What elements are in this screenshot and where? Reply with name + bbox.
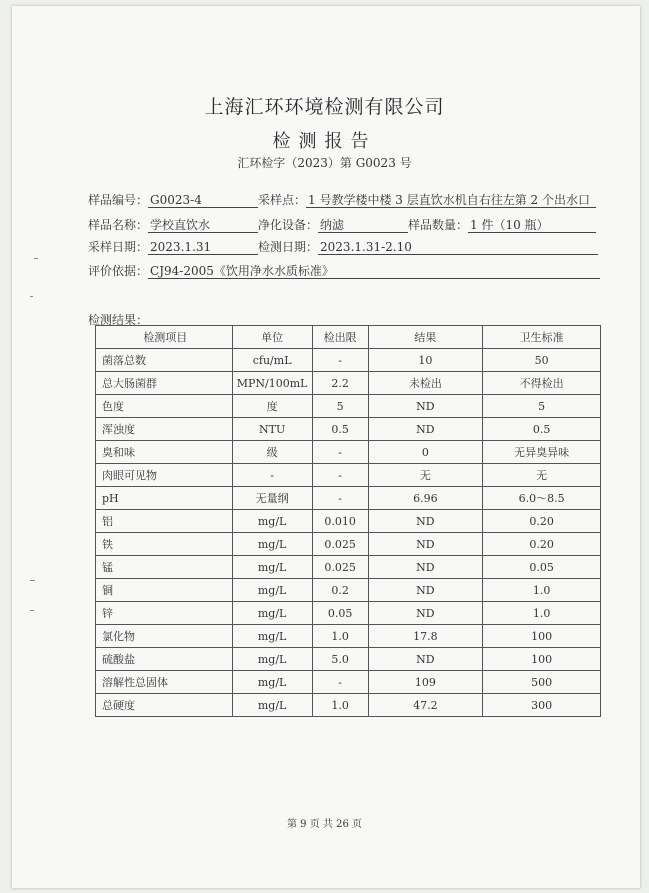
cell-result: 未检出	[368, 372, 483, 395]
table-row	[96, 510, 601, 533]
table-row	[96, 556, 601, 579]
cell-standard: 6.0～8.5	[483, 487, 601, 510]
cell-limit: 1.0	[312, 694, 368, 717]
cell-result: ND	[368, 533, 483, 556]
cell-standard: 0.05	[483, 556, 601, 579]
cell-item: 菌落总数	[96, 349, 233, 372]
cell-standard: 50	[483, 349, 601, 372]
sample-info-line-2	[88, 217, 596, 233]
cell-standard: 0.20	[483, 510, 601, 533]
results-header-row	[96, 326, 601, 349]
cell-result: 无	[368, 464, 483, 487]
cell-result: 47.2	[368, 694, 483, 717]
cell-result: 0	[368, 441, 483, 464]
report-number: 汇环检字（2023）第 G0023 号	[237, 156, 412, 170]
sample-info-line-4	[88, 263, 600, 279]
test-date-value: 2023.1.31-2.10	[318, 239, 598, 255]
cell-item: 总大肠菌群	[96, 372, 233, 395]
cell-item: 锌	[96, 602, 233, 625]
cell-item: 铝	[96, 510, 233, 533]
cell-item: 铜	[96, 579, 233, 602]
table-row	[96, 533, 601, 556]
cell-result: 17.8	[368, 625, 483, 648]
sample-no-value: G0023-4	[148, 192, 258, 208]
cell-item: 溶解性总固体	[96, 671, 233, 694]
cell-unit: mg/L	[232, 533, 312, 556]
table-row	[96, 579, 601, 602]
cell-limit: -	[312, 349, 368, 372]
cell-unit: mg/L	[232, 579, 312, 602]
scan-speck	[30, 580, 35, 581]
sample-info-line-3	[88, 239, 598, 255]
cell-result: 6.96	[368, 487, 483, 510]
sample-name-label: 样品名称：	[88, 218, 149, 232]
header-result: 结果	[368, 326, 483, 349]
cell-standard: 500	[483, 671, 601, 694]
cell-limit: 2.2	[312, 372, 368, 395]
sampling-point-value: 1 号教学楼中楼 3 层直饮水机自右往左第 2 个出水口	[306, 192, 596, 208]
table-row	[96, 441, 601, 464]
cell-limit: 5	[312, 395, 368, 418]
table-row	[96, 671, 601, 694]
scan-speck	[34, 258, 38, 259]
cell-limit: -	[312, 464, 368, 487]
cell-standard: 不得检出	[483, 372, 601, 395]
cell-limit: -	[312, 487, 368, 510]
header-item: 检测项目	[96, 326, 233, 349]
cell-item: 锰	[96, 556, 233, 579]
cell-item: 铁	[96, 533, 233, 556]
table-row	[96, 694, 601, 717]
equipment-value: 纳滤	[318, 217, 408, 233]
standard-value: CJ94-2005《饮用净水水质标准》	[148, 263, 600, 279]
results-label: 检测结果：	[88, 313, 149, 327]
cell-unit: 无量纲	[232, 487, 312, 510]
cell-result: ND	[368, 579, 483, 602]
report-title: 检测报告	[272, 131, 377, 152]
table-row	[96, 464, 601, 487]
cell-standard: 无异臭异味	[483, 441, 601, 464]
cell-standard: 5	[483, 395, 601, 418]
cell-limit: 0.5	[312, 418, 368, 441]
cell-result: 109	[368, 671, 483, 694]
sample-no-label: 样品编号：	[88, 193, 149, 207]
cell-limit: 0.2	[312, 579, 368, 602]
cell-unit: mg/L	[232, 625, 312, 648]
cell-standard: 1.0	[483, 579, 601, 602]
cell-unit: NTU	[232, 418, 312, 441]
sampling-date-label: 采样日期：	[88, 240, 149, 254]
cell-result: ND	[368, 510, 483, 533]
quantity-value: 1 件（10 瓶）	[468, 217, 596, 233]
cell-standard: 0.20	[483, 533, 601, 556]
cell-item: 硫酸盐	[96, 648, 233, 671]
sampling-date-value: 2023.1.31	[148, 239, 258, 255]
quantity-label: 样品数量：	[408, 218, 469, 232]
equipment-label: 净化设备：	[258, 218, 319, 232]
cell-unit: 度	[232, 395, 312, 418]
cell-standard: 100	[483, 648, 601, 671]
cell-unit: mg/L	[232, 602, 312, 625]
cell-standard: 0.5	[483, 418, 601, 441]
company-name: 上海汇环环境检测有限公司	[204, 96, 445, 118]
cell-unit: cfu/mL	[232, 349, 312, 372]
test-date-label: 检测日期：	[258, 240, 319, 254]
table-row	[96, 418, 601, 441]
sample-info-line-1	[88, 192, 596, 208]
header-unit: 单位	[232, 326, 312, 349]
cell-unit: MPN/100mL	[232, 372, 312, 395]
cell-limit: 0.010	[312, 510, 368, 533]
cell-unit: mg/L	[232, 510, 312, 533]
cell-standard: 1.0	[483, 602, 601, 625]
cell-item: 色度	[96, 395, 233, 418]
table-row	[96, 349, 601, 372]
cell-result: ND	[368, 648, 483, 671]
cell-item: 氯化物	[96, 625, 233, 648]
cell-limit: -	[312, 671, 368, 694]
cell-unit: 级	[232, 441, 312, 464]
cell-unit: mg/L	[232, 556, 312, 579]
cell-result: ND	[368, 556, 483, 579]
cell-item: 浑浊度	[96, 418, 233, 441]
results-table	[95, 325, 601, 717]
cell-result: 10	[368, 349, 483, 372]
cell-result: ND	[368, 395, 483, 418]
cell-item: 肉眼可见物	[96, 464, 233, 487]
cell-result: ND	[368, 602, 483, 625]
sampling-point-label: 采样点：	[258, 193, 307, 207]
cell-item: 总硬度	[96, 694, 233, 717]
table-row	[96, 648, 601, 671]
cell-standard: 无	[483, 464, 601, 487]
cell-unit: -	[232, 464, 312, 487]
cell-limit: 5.0	[312, 648, 368, 671]
table-row	[96, 372, 601, 395]
cell-item: pH	[96, 487, 233, 510]
cell-item: 臭和味	[96, 441, 233, 464]
cell-limit: 1.0	[312, 625, 368, 648]
standard-label: 评价依据：	[88, 264, 149, 278]
sample-name-value: 学校直饮水	[148, 217, 258, 233]
table-row	[96, 395, 601, 418]
table-row	[96, 625, 601, 648]
cell-standard: 300	[483, 694, 601, 717]
cell-unit: mg/L	[232, 694, 312, 717]
cell-standard: 100	[483, 625, 601, 648]
page-number: 第 9 页 共 26 页	[287, 819, 362, 830]
scan-speck	[30, 610, 34, 611]
table-row	[96, 602, 601, 625]
table-row	[96, 487, 601, 510]
cell-unit: mg/L	[232, 648, 312, 671]
cell-limit: -	[312, 441, 368, 464]
cell-unit: mg/L	[232, 671, 312, 694]
cell-result: ND	[368, 418, 483, 441]
scan-speck	[30, 296, 33, 297]
header-limit: 检出限	[312, 326, 368, 349]
cell-limit: 0.025	[312, 556, 368, 579]
header-standard: 卫生标准	[483, 326, 601, 349]
cell-limit: 0.025	[312, 533, 368, 556]
cell-limit: 0.05	[312, 602, 368, 625]
